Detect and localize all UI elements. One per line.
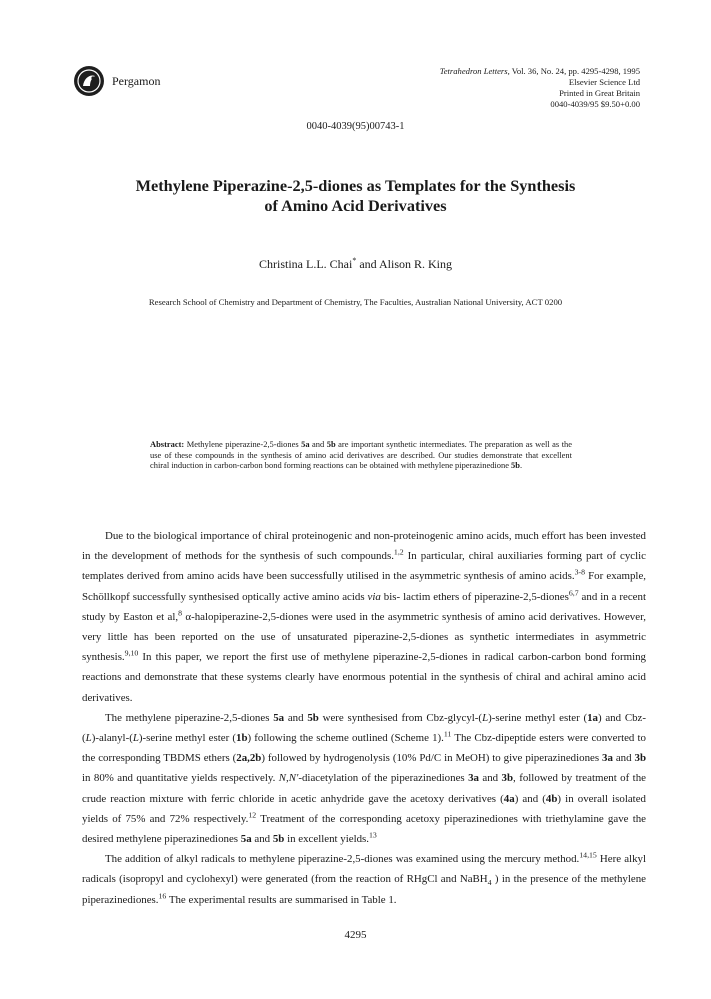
body-text bbox=[82, 526, 646, 910]
corresponding-mark: * bbox=[352, 256, 357, 265]
reference-mark: 12 bbox=[248, 810, 257, 820]
page-number: 4295 bbox=[344, 929, 367, 941]
publisher-logo-block bbox=[74, 66, 160, 96]
reference-mark: 3-8 bbox=[574, 567, 585, 577]
document-id: 0040-4039(95)00743-1 bbox=[306, 121, 405, 132]
compound-ref: 1b bbox=[236, 732, 248, 745]
compound-ref: 3b bbox=[501, 772, 514, 785]
author-list bbox=[0, 256, 711, 272]
reference-mark: 1,2 bbox=[393, 547, 404, 557]
journal-price: 0040-4039/95 $9.50+0.00 bbox=[550, 99, 640, 109]
reference-mark: 9,10 bbox=[124, 648, 139, 658]
journal-publisher: Elsevier Science Ltd bbox=[568, 77, 640, 87]
compound-ref: 5a bbox=[273, 711, 285, 724]
reference-mark: 13 bbox=[369, 830, 377, 840]
abstract-label: Abstract: bbox=[150, 439, 185, 449]
affiliation: Research School of Chemistry and Department of Chemistry, The Faculties, Australian National University, ACT 0200 bbox=[148, 297, 563, 307]
reference-mark: 11 bbox=[443, 729, 452, 739]
compound-ref: 5a bbox=[240, 833, 252, 846]
compound-ref: 4b bbox=[545, 792, 558, 805]
title-line-1: Methylene Piperazine-2,5-diones as Templates for the Synthesis bbox=[135, 176, 576, 195]
compound-ref: 5b bbox=[511, 460, 520, 471]
compound-ref: 3b bbox=[634, 752, 647, 765]
compound-ref: 4a bbox=[503, 792, 515, 805]
journal-printed: Printed in Great Britain bbox=[559, 88, 640, 98]
journal-name: Tetrahedron Letters, bbox=[439, 66, 510, 76]
compound-ref: 3a bbox=[468, 772, 479, 785]
reference-mark: 8 bbox=[178, 608, 182, 618]
paragraph-3: The addition of alkyl radicals to methylene piperazine-2,5-diones was examined using the mercury method.$^{14,15}$ Here alkyl radicals (isopropyl and cyclohexyl) were generated (from the reaction of RHgCl and NaBH$_4$ ) in the presence of the methylene piperazinediones.$^{16}$ The experimental results are summarised in Table 1. bbox=[82, 850, 647, 906]
abstract: Abstract: Methylene piperazine-2,5-diones 5a and 5b are important synthetic intermediates. The preparation as well as the use of these compounds in the synthesis of amino acid derivatives are described. Our studies demonstrate that excellent chiral induction in carbon-carbon bond forming reactions can be obtained with methylene piperazinedione 5b. bbox=[150, 439, 572, 471]
compound-ref: 5b bbox=[307, 711, 319, 724]
pergamon-logo-icon bbox=[74, 66, 104, 96]
compound-ref: 5b bbox=[272, 833, 285, 846]
author-1: Christina L.L. Chai bbox=[259, 257, 353, 271]
compound-ref: 3a bbox=[602, 752, 613, 765]
reference-mark: 16 bbox=[158, 891, 167, 901]
journal-info bbox=[440, 66, 640, 110]
paragraph-2: The methylene piperazine-2,5-diones 5a and 5b were synthesised from Cbz-glycyl-(L)-serine methyl ester (1a) and Cbz-(L)-alanyl-(L)-serine methyl ester (1b) following the scheme outlined (Scheme 1).$^{11}$ The Cbz-dipeptide esters were converted to the corresponding TBDMS ethers (2a,2b) followed by hydrogenolysis (10% Pd/C in MeOH) to give piperazinediones 3a and 3b in 80% and quantitative yields respectively. N,N'-diacetylation of the piperazinediones 3a and 3b, followed by treatment of the crude reaction mixture with ferric chloride in acetic anhydride gave the acetoxy derivatives (4a) and (4b) in overall isolated yields of 75% and 72% respectively.$^{12}$ Treatment of the corresponding acetoxy piperazinediones with triethylamine gave the desired methylene piperazinediones 5a and 5b in excellent yields.$^{13}$ bbox=[82, 711, 647, 846]
compound-ref: 5b bbox=[326, 439, 336, 449]
journal-citation: Tetrahedron Letters, Vol. 36, No. 24, pp. 4295-4298, 1995 bbox=[439, 66, 640, 76]
paragraph-1: Due to the biological importance of chiral proteinogenic and non-proteinogenic amino acids, much effort has been invested in the development of methods for the synthesis of such compounds.$^{1,2}$ In particular, chiral auxiliaries forming part of cyclic templates derived from amino acids have been successfully utilised in the asymmetric synthesis of amino acids.$^{3-8}$ For example, Schöllkopf successfully synthesised optically active amino acids via bis- lactim ethers of piperazine-2,5-diones$^{6,7}$ and in a recent study by Easton et al,$^8$ α-halopiperazine-2,5-diones were used in the asymmetric synthesis of amino acid derivatives. However, very little has been reported on the use of unsaturated piperazine-2,5-diones as synthetic intermediates in asymmetric synthesis.$^{9,10}$ In this paper, we report the first use of methylene piperazine-2,5-diones in radical carbon-carbon bond forming reactions and demonstrate that these systems clearly have enormous potential in the synthesis of chiral and achiral amino acid derivatives. bbox=[82, 530, 647, 704]
compound-ref: 1a bbox=[587, 711, 598, 724]
paper-title bbox=[90, 176, 621, 216]
title-line-2: of Amino Acid Derivatives bbox=[264, 196, 447, 215]
compound-ref: 5a bbox=[301, 439, 310, 449]
compound-ref: 2a,2b bbox=[236, 752, 262, 765]
author-2: and Alison R. King bbox=[356, 257, 452, 271]
reference-mark: 6,7 bbox=[568, 587, 579, 597]
publisher-name: Pergamon bbox=[112, 73, 161, 88]
reference-mark: 14,15 bbox=[579, 850, 597, 860]
